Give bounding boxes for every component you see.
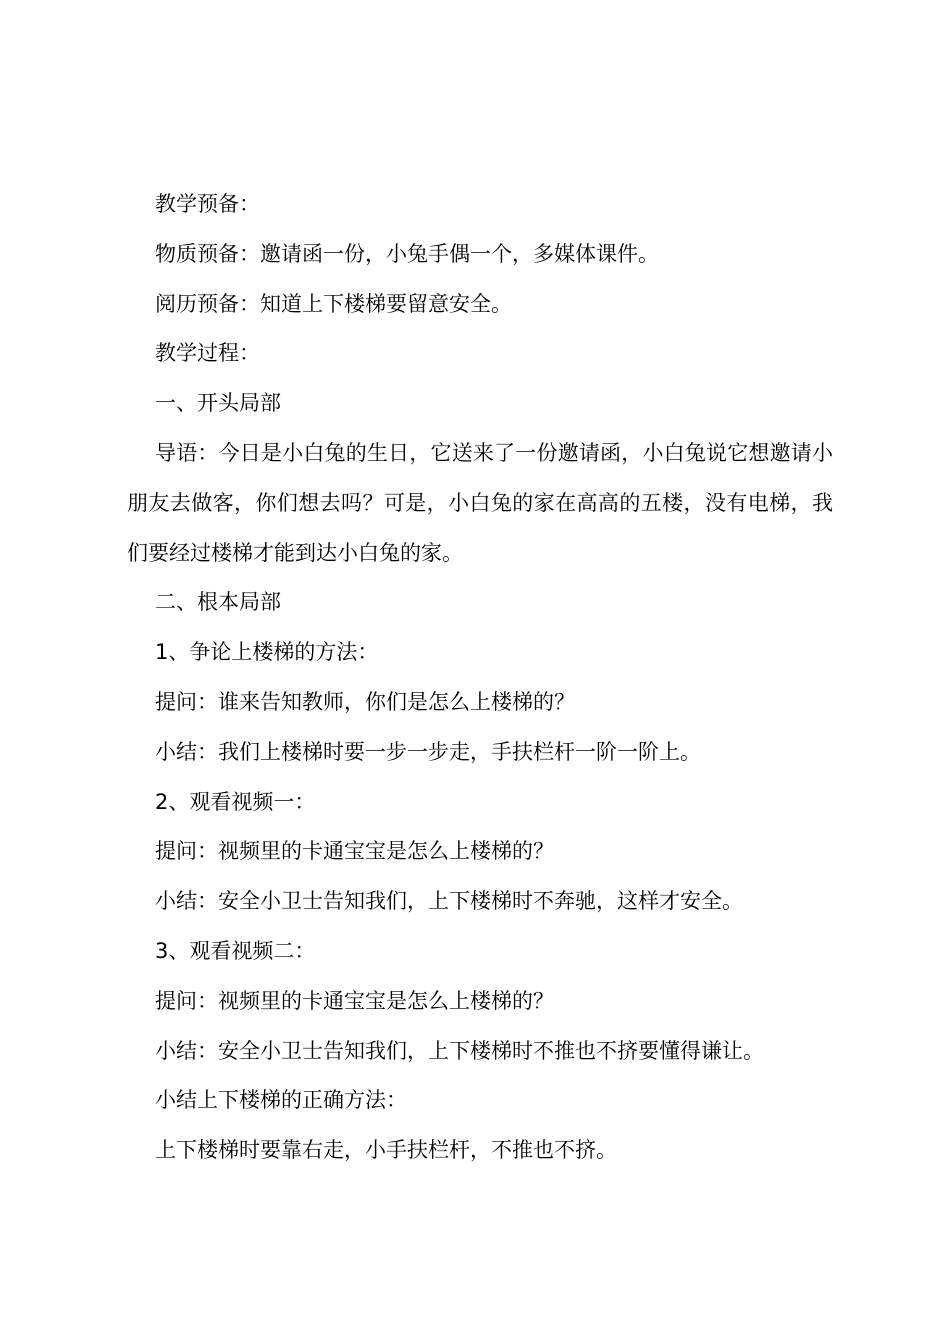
step-heading-1: 1、争论上楼梯的方法： [155,640,379,665]
heading-correct-method: 小结上下楼梯的正确方法： [155,1088,407,1113]
paragraph-summary-2: 小结：安全小卫士告知我们，上下楼梯时不奔驰，这样才安全。 [155,889,743,914]
section-heading-opening: 一、开头局部 [155,391,281,416]
paragraph-question-2: 提问：视频里的卡通宝宝是怎么上楼梯的？ [155,839,554,864]
paragraph-question-1: 提问：谁来告知教师，你们是怎么上楼梯的？ [155,689,575,714]
paragraph-summary-3: 小结：安全小卫士告知我们，上下楼梯时不推也不挤要懂得谦让。 [155,1038,764,1063]
step-heading-3: 3、观看视频二： [155,938,316,963]
step-heading-2: 2、观看视频一： [155,789,316,814]
paragraph-experience-preparation: 阅历预备：知道上下楼梯要留意安全。 [155,291,512,316]
paragraph-introduction: 导语：今日是小白兔的生日，它送来了一份邀请函，小白兔说它想邀请小朋友去做客，你们想去吗？可是，小白兔的家在高高的五楼，没有电梯，我们要经过楼梯才能到达小白兔的家。 [127,440,833,565]
paragraph-correct-method: 上下楼梯时要靠右走，小手扶栏杆，不推也不挤。 [155,1138,617,1163]
paragraph-summary-1: 小结：我们上楼梯时要一步一步走，手扶栏杆一阶一阶上。 [155,739,701,764]
document-body [127,180,833,1176]
paragraph-material-preparation: 物质预备：邀请函一份，小兔手偶一个，多媒体课件。 [155,241,659,266]
heading-teaching-process: 教学过程： [155,341,260,366]
section-heading-main: 二、根本局部 [155,590,281,615]
paragraph-question-3: 提问：视频里的卡通宝宝是怎么上楼梯的？ [155,988,554,1013]
heading-teaching-preparation: 教学预备： [155,192,260,216]
